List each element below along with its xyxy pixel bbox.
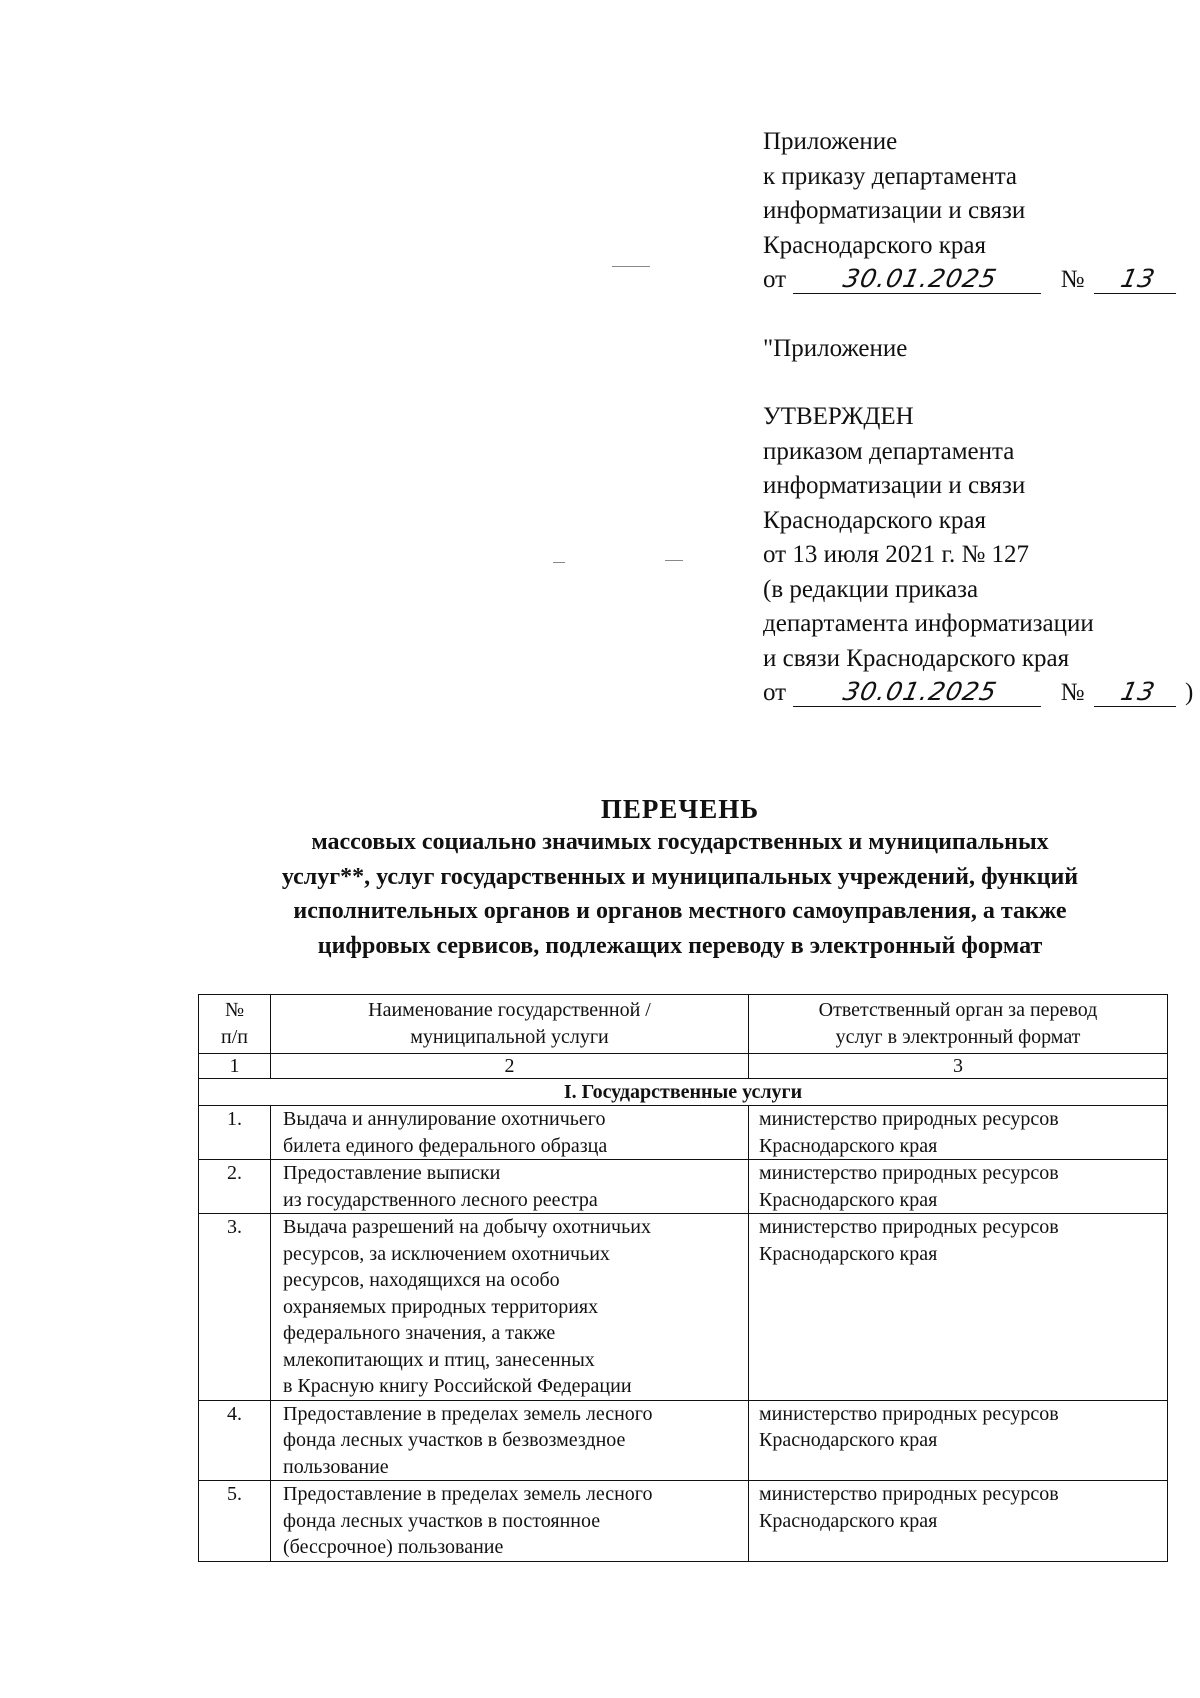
handwritten-number: 13 [1094, 678, 1182, 707]
responsible-body-line: министерство природных ресурсов [759, 1483, 1059, 1505]
section-title: I. Государственные услуги [199, 1079, 1168, 1106]
header-name-line-2: муниципальной услуги [410, 1026, 609, 1048]
responsible-body-line: Краснодарского края [759, 1509, 938, 1532]
service-name-line: охраняемых природных территориях [283, 1295, 599, 1318]
row-number: 2. [199, 1160, 271, 1214]
handwritten-date: 30.01.2025 [793, 678, 1047, 707]
responsible-body [749, 1106, 1168, 1160]
spacer [763, 366, 1183, 400]
service-name-line: из государственного лесного реестра [283, 1188, 598, 1211]
responsible-body [749, 1160, 1168, 1214]
header-number [199, 995, 271, 1054]
approved-date-number-line [763, 676, 1194, 711]
handwritten-date: 30.01.2025 [793, 265, 1047, 294]
table-row [199, 1106, 1168, 1160]
number-sign: № [1060, 266, 1085, 293]
row-number: 5. [199, 1481, 271, 1562]
responsible-body [749, 1481, 1168, 1562]
service-name-line: Предоставление в пределах земель лесного [283, 1483, 653, 1505]
service-name-line: пользование [283, 1455, 389, 1478]
approved-line-7: и связи Краснодарского края [763, 644, 1070, 672]
title-line-1: массовых социально значимых государственных и муниципальных [311, 829, 1049, 855]
service-name-line: млекопитающих и птиц, занесенных [283, 1348, 595, 1371]
appendix-header [763, 125, 1194, 711]
approved-line-4: от 13 июля 2021 г. № 127 [763, 541, 1030, 568]
date-prefix: от [763, 679, 787, 706]
responsible-body-line: министерство природных ресурсов [759, 1108, 1059, 1130]
row-number: 1. [199, 1106, 271, 1160]
document-title [140, 793, 1200, 963]
service-name [271, 1481, 749, 1562]
service-name-line: федерального значения, а также [283, 1322, 556, 1344]
approved-stamp-text: УТВЕРЖДЕН [763, 403, 914, 430]
approved-line-3: Краснодарского края [763, 506, 986, 534]
service-name-line: в Красную книгу Российской Федерации [283, 1375, 632, 1397]
appendix-order-line: к приказу департамента [763, 162, 1018, 190]
responsible-body-line: министерство природных ресурсов [759, 1216, 1059, 1238]
header-number-line-2: п/п [221, 1026, 248, 1048]
approved-line-5: (в редакции приказа [763, 575, 979, 603]
appendix-label: Приложение [763, 128, 898, 155]
responsible-body-line: Краснодарского края [759, 1242, 938, 1265]
approved-line-2: информатизации и связи [763, 472, 1026, 499]
closing-parenthesis: ) [1184, 679, 1194, 706]
title-heading: ПЕРЕЧЕНЬ [600, 794, 760, 824]
scan-speck [665, 560, 683, 561]
header-org-line-2: услуг в электронный формат [835, 1026, 1081, 1048]
service-name-line: ресурсов, находящихся на особо [283, 1269, 560, 1291]
table-row [199, 1160, 1168, 1214]
service-name [271, 1214, 749, 1401]
service-name-line: фонда лесных участков в постоянное [283, 1509, 601, 1532]
handwritten-number: 13 [1094, 265, 1182, 294]
service-name-line: Выдача разрешений на добычу охотничьих [283, 1216, 651, 1238]
scan-speck [553, 562, 565, 563]
responsible-body-line: Краснодарского края [759, 1429, 938, 1451]
table-row [199, 1481, 1168, 1562]
service-name [271, 1400, 749, 1481]
service-name-line: Предоставление выписки [283, 1162, 501, 1184]
appendix-region-line: Краснодарского края [763, 231, 986, 259]
header-number-line-1: № [224, 999, 245, 1021]
responsible-body-line: Краснодарского края [759, 1134, 938, 1157]
responsible-body-line: министерство природных ресурсов [759, 1402, 1059, 1425]
service-name-line: (бессрочное) пользование [283, 1536, 504, 1558]
column-index: 3 [749, 1054, 1168, 1079]
quoted-appendix-label: "Приложение [763, 334, 908, 362]
header-name-line-1: Наименование государственной / [368, 999, 651, 1021]
table-header-row [199, 995, 1168, 1054]
service-name [271, 1106, 749, 1160]
service-name-line: ресурсов, за исключением охотничьих [283, 1242, 610, 1265]
number-sign: № [1060, 679, 1085, 706]
column-index: 2 [271, 1054, 749, 1079]
responsible-body [749, 1400, 1168, 1481]
service-name-line: Выдача и аннулирование охотничьего [283, 1108, 606, 1130]
responsible-body-line: министерство природных ресурсов [759, 1162, 1059, 1184]
responsible-body-line: Краснодарского края [759, 1188, 938, 1211]
approved-line-1: приказом департамента [763, 437, 1015, 465]
service-name [271, 1160, 749, 1214]
header-responsible-body [749, 995, 1168, 1054]
scan-speck [612, 266, 650, 267]
header-org-line-1: Ответственный орган за перевод [818, 999, 1098, 1021]
title-line-3: исполнительных органов и органов местного самоуправления, а также [293, 898, 1067, 924]
appendix-date-number-line [763, 263, 1183, 298]
appendix-department-line: информатизации и связи [763, 197, 1026, 224]
responsible-body [749, 1214, 1168, 1401]
title-line-4: цифровых сервисов, подлежащих переводу в электронный формат [317, 932, 1043, 959]
header-service-name [271, 995, 749, 1054]
service-name-line: билета единого федерального образца [283, 1134, 608, 1157]
service-name-line: фонда лесных участков в безвозмездное [283, 1429, 626, 1451]
row-number: 4. [199, 1400, 271, 1481]
section-row [199, 1079, 1168, 1106]
services-table [198, 994, 1168, 1562]
table-row [199, 1214, 1168, 1401]
table-row [199, 1400, 1168, 1481]
column-index: 1 [199, 1054, 271, 1079]
row-number: 3. [199, 1214, 271, 1401]
approved-line-6: департамента информатизации [763, 610, 1094, 637]
service-name-line: Предоставление в пределах земель лесного [283, 1402, 653, 1425]
date-prefix: от [763, 266, 787, 293]
spacer [763, 298, 1183, 332]
column-index-row [199, 1054, 1168, 1079]
title-line-2: услуг**, услуг государственных и муниципальных учреждений, функций [281, 863, 1079, 890]
